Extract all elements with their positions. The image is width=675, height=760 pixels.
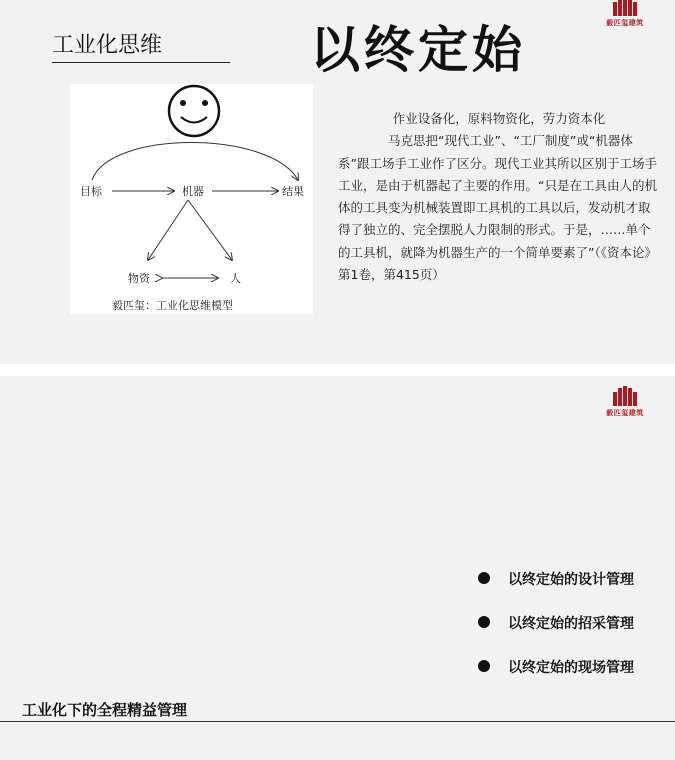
subtitle-underline: [52, 62, 230, 63]
bullet-label: 以终定始的设计管理: [508, 572, 634, 588]
label-materials: 物资: [128, 272, 150, 285]
label-result: 结果: [282, 185, 304, 198]
logo-mark-icon: [599, 386, 651, 406]
section-subtitle: 工业化思维: [52, 33, 163, 58]
smiley-face-icon: [169, 86, 219, 136]
slide-lean-management: [0, 376, 675, 760]
company-logo: [599, 386, 651, 418]
body-lead-line: 作业设备化，原料物资化，劳力资本化: [392, 111, 606, 126]
footer-title: 工业化下的全程精益管理: [22, 701, 188, 719]
logo-text: 毅匹玺建筑: [606, 19, 644, 27]
logo-mark-icon: [599, 0, 651, 16]
footer-divider: [0, 721, 675, 722]
bullet-label: 以终定始的现场管理: [508, 660, 634, 676]
arrow-machine-materials: [148, 200, 188, 260]
bullet-dot-icon: [478, 660, 490, 672]
bullet-dot-icon: [478, 616, 490, 628]
arrow-machine-person: [188, 200, 232, 260]
slide-industrial-thinking: [0, 0, 675, 364]
label-goal: 目标: [80, 185, 102, 198]
logo-text: 毅匹玺建筑: [606, 409, 644, 417]
label-machine: 机器: [182, 185, 204, 198]
bullet-label: 以终定始的招采管理: [508, 616, 634, 632]
bullet-dot-icon: [478, 572, 490, 584]
label-person: 人: [230, 272, 241, 285]
feedback-arc: [92, 143, 298, 181]
thinking-model-diagram: [70, 84, 313, 314]
diagram-caption: 毅匹玺：工业化思维模型: [112, 299, 233, 312]
body-text: [338, 108, 660, 286]
company-logo: [599, 0, 651, 28]
slide-title: 以终定始: [310, 21, 526, 79]
body-paragraph: 马克思把“现代工业”、“工厂制度”或“机器体系”跟工场手工业作了区分。现代工业其所以区别于工场手工业，是由于机器起了主要的作用。“只是在工具由人的机体的工具变为机械装置即工具机的工具以后，发动机才取得了独立的、完全摆脱人力限制的形式。于是，……单个的工具机，就降为机器生产的一个简单要素了”（《资本论》第1卷，第415页）: [338, 133, 657, 283]
